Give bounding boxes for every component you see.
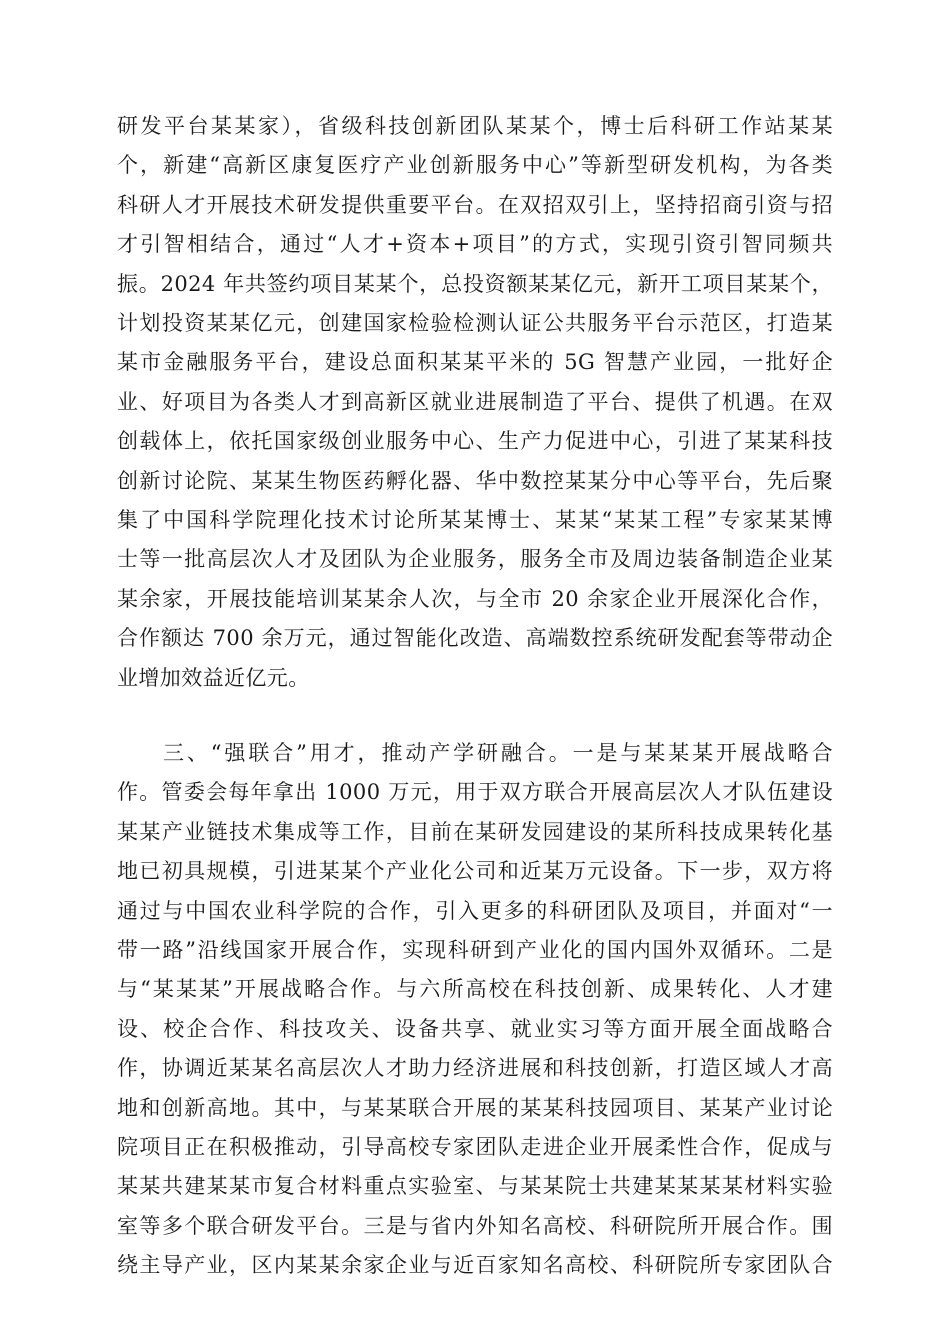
text-line: 创载体上，依托国家级创业服务中心、生产力促进中心，引进了某某科技: [117, 429, 833, 453]
text-line: 业增加效益近亿元。: [117, 666, 310, 690]
text-line: 室等多个联合研发平台。三是与省内外知名高校、科研院所开展合作。围: [117, 1214, 833, 1238]
text-line: 某市金融服务平台，建设总面积某某平米的 5G 智慧产业园，一批好企: [117, 350, 833, 374]
text-line: 计划投资某某亿元，创建国家检验检测认证公共服务平台示范区，打造某: [117, 311, 833, 335]
text-line: 三、“强联合”用才，推动产学研融合。一是与某某某开展战略合: [163, 741, 833, 765]
text-line: 某某产业链技术集成等工作，目前在某研发园建设的某所科技成果转化基: [117, 820, 833, 844]
text-line: 绕主导产业，区内某某余家企业与近百家知名高校、科研院所专家团队合: [117, 1253, 833, 1277]
text-line: 与“某某某”开展战略合作。与六所高校在科技创新、成果转化、人才建: [117, 977, 833, 1001]
text-line: 作。管委会每年拿出 1000 万元，用于双方联合开展高层次人才队伍建设: [117, 780, 833, 804]
text-line: 士等一批高层次人才及团队为企业服务，服务全市及周边装备制造企业某: [117, 547, 833, 571]
text-line: 集了中国科学院理化技术讨论所某某博士、某某“某某工程”专家某某博: [117, 508, 833, 532]
text-line: 研发平台某某家），省级科技创新团队某某个，博士后科研工作站某某: [117, 114, 833, 138]
text-line: 地和创新高地。其中，与某某联合开展的某某科技园项目、某某产业讨论: [117, 1096, 833, 1120]
text-line: 创新讨论院、某某生物医药孵化器、华中数控某某分中心等平台，先后聚: [117, 469, 833, 493]
text-line: 某余家，开展技能培训某某余人次，与全市 20 余家企业开展深化合作，: [117, 587, 833, 611]
text-line: 作，协调近某某名高层次人才助力经济进展和科技创新，打造区域人才高: [117, 1056, 833, 1080]
text-line: 通过与中国农业科学院的合作，引入更多的科研团队及项目，并面对“一: [117, 899, 833, 923]
text-line: 地已初具规模，引进某某个产业化公司和近某万元设备。下一步，双方将: [117, 859, 833, 883]
text-line: 个，新建“高新区康复医疗产业创新服务中心”等新型研发机构，为各类: [117, 153, 833, 177]
text-line: 科研人才开展技术研发提供重要平台。在双招双引上，坚持招商引资与招: [117, 193, 833, 217]
text-line: 业、好项目为各类人才到高新区就业进展制造了平台、提供了机遇。在双: [117, 390, 833, 414]
text-line: 合作额达 700 余万元，通过智能化改造、高端数控系统研发配套等带动企: [117, 626, 833, 650]
text-line: 设、校企合作、科技攻关、设备共享、就业实习等方面开展全面战略合: [117, 1017, 833, 1041]
text-line: 才引智相结合，通过“人才+资本+项目”的方式，实现引资引智同频共: [117, 232, 833, 256]
text-line: 某某共建某某市复合材料重点实验室、与某某院士共建某某某某材料实验: [117, 1174, 833, 1198]
text-line: 振。2024 年共签约项目某某个，总投资额某某亿元，新开工项目某某个，: [117, 272, 833, 296]
text-line: 带一路”沿线国家开展合作，实现科研到产业化的国内国外双循环。二是: [117, 938, 833, 962]
text-line: 院项目正在积极推动，引导高校专家团队走进企业开展柔性合作，促成与: [117, 1135, 833, 1159]
